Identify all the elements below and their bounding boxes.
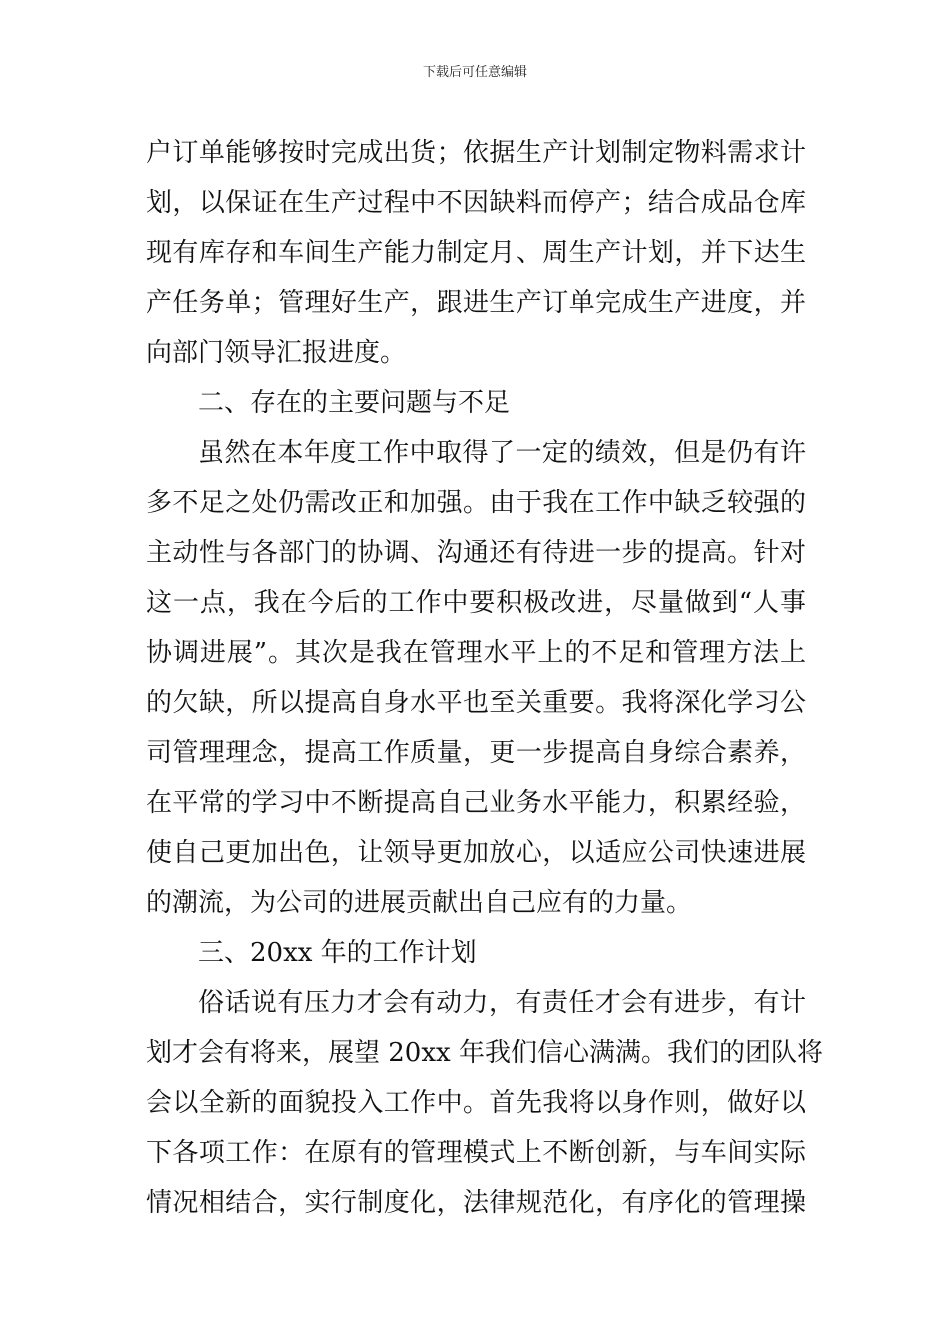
- text-line: 户订单能够按时完成出货；依据生产计划制定物料需求计: [146, 138, 806, 168]
- text-line: 在平常的学习中不断提高自己业务水平能力，积累经验，: [146, 788, 806, 818]
- text-line: 划，以保证在生产过程中不因缺料而停产；结合成品仓库: [146, 188, 806, 218]
- text-line: 多不足之处仍需改正和加强。由于我在工作中缺乏较强的: [146, 488, 806, 518]
- text-line: 协调进展”。其次是我在管理水平上的不足和管理方法上: [146, 638, 806, 668]
- text-line: 使自己更加出色，让领导更加放心，以适应公司快速进展: [146, 838, 806, 868]
- text-line: 情况相结合，实行制度化，法律规范化，有序化的管理操: [146, 1188, 806, 1218]
- page-header-note: 下载后可任意编辑: [422, 65, 527, 80]
- text-line: 划才会有将来，展望 20xx 年我们信心满满。我们的团队将: [146, 1038, 823, 1068]
- section-heading: 二、存在的主要问题与不足: [198, 388, 511, 418]
- text-line: 虽然在本年度工作中取得了一定的绩效，但是仍有许: [198, 438, 806, 468]
- text-line: 向部门领导汇报进度。: [146, 338, 407, 368]
- text-line: 会以全新的面貌投入工作中。首先我将以身作则，做好以: [146, 1088, 806, 1118]
- text-line: 现有库存和车间生产能力制定月、周生产计划，并下达生: [146, 238, 806, 268]
- text-line: 主动性与各部门的协调、沟通还有待进一步的提高。针对: [146, 538, 806, 568]
- document-body: [146, 128, 823, 1228]
- text-line: 产任务单；管理好生产，跟进生产订单完成生产进度，并: [146, 288, 806, 318]
- text-line: 下各项工作：在原有的管理模式上不断创新，与车间实际: [146, 1138, 806, 1168]
- text-line: 俗话说有压力才会有动力，有责任才会有进步，有计: [198, 988, 806, 1018]
- text-line: 的欠缺，所以提高自身水平也至关重要。我将深化学习公: [146, 688, 806, 718]
- text-line: 这一点，我在今后的工作中要积极改进，尽量做到“人事: [146, 588, 806, 618]
- text-line: 司管理理念，提高工作质量，更一步提高自身综合素养，: [146, 738, 806, 768]
- section-heading: 三、20xx 年的工作计划: [198, 938, 477, 968]
- text-line: 的潮流，为公司的进展贡献出自己应有的力量。: [146, 888, 693, 918]
